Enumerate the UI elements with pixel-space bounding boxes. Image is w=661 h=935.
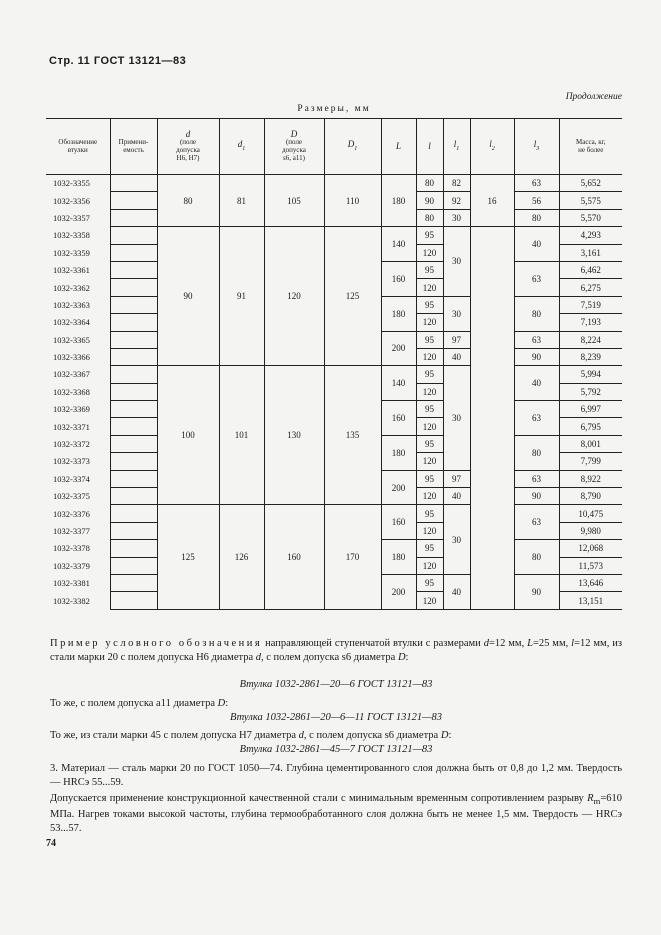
cell-l3: 80 xyxy=(514,435,559,470)
cell-l3: 63 xyxy=(514,261,559,296)
cell-l: 120 xyxy=(416,348,443,365)
column-header: $l_1$ xyxy=(443,118,470,175)
column-header: Примени- емость xyxy=(110,118,157,175)
cell-applicability xyxy=(110,192,157,209)
cell-D: 120 xyxy=(264,227,324,366)
cell-mass: 8,790 xyxy=(559,488,622,505)
example-designation-3: Втулка 1032-2861—45—7 ГОСТ 13121—83 xyxy=(239,744,433,755)
cell-L: 180 xyxy=(381,296,416,331)
cell-applicability xyxy=(110,366,157,383)
cell-l3: 80 xyxy=(514,296,559,331)
column-header: d (поле допуска H6, H7) xyxy=(157,118,219,175)
example-paragraph-2: То же, с полем допуска a11 диаметра D: xyxy=(50,698,229,709)
cell-mass: 10,475 xyxy=(559,505,622,522)
cell-l3: 90 xyxy=(514,348,559,365)
cell-D1: 125 xyxy=(324,227,381,366)
cell-code: 1032-3366 xyxy=(53,352,90,363)
cell-l1: 92 xyxy=(443,192,470,209)
cell-mass: 5,792 xyxy=(559,383,622,400)
dimensions-caption: Размеры, мм xyxy=(297,104,371,114)
cell-l1: 97 xyxy=(443,470,470,487)
cell-d: 125 xyxy=(157,505,219,609)
cell-mass: 4,293 xyxy=(559,227,622,244)
cell-mass: 8,922 xyxy=(559,470,622,487)
cell-applicability xyxy=(110,453,157,470)
cell-mass: 6,997 xyxy=(559,401,622,418)
cell-mass: 9,980 xyxy=(559,522,622,539)
cell-mass: 7,519 xyxy=(559,296,622,313)
cell-D1: 135 xyxy=(324,366,381,505)
cell-d1: 81 xyxy=(219,175,264,227)
cell-l: 95 xyxy=(416,331,443,348)
cell-mass: 6,275 xyxy=(559,279,622,296)
cell-l1: 40 xyxy=(443,348,470,365)
cell-l3: 63 xyxy=(514,401,559,436)
cell-l1: 30 xyxy=(443,505,470,575)
cell-code: 1032-3365 xyxy=(53,334,90,345)
cell-D: 160 xyxy=(264,505,324,609)
cell-l: 95 xyxy=(416,227,443,244)
cell-l2 xyxy=(470,227,514,610)
cell-applicability xyxy=(110,522,157,539)
cell-code: 1032-3382 xyxy=(53,595,90,606)
cell-applicability xyxy=(110,488,157,505)
cell-L: 160 xyxy=(381,401,416,436)
cell-applicability xyxy=(110,227,157,244)
cell-mass: 8,224 xyxy=(559,331,622,348)
cell-l3: 63 xyxy=(514,331,559,348)
cell-applicability xyxy=(110,261,157,278)
cell-applicability xyxy=(110,175,157,192)
cell-l3: 90 xyxy=(514,574,559,609)
cell-l: 90 xyxy=(416,192,443,209)
cell-applicability xyxy=(110,505,157,522)
cell-mass: 13,646 xyxy=(559,574,622,591)
cell-applicability xyxy=(110,314,157,331)
cell-applicability xyxy=(110,540,157,557)
cell-code: 1032-3356 xyxy=(53,195,90,206)
cell-l: 120 xyxy=(416,279,443,296)
cell-applicability xyxy=(110,401,157,418)
cell-l1: 30 xyxy=(443,209,470,226)
cell-applicability xyxy=(110,244,157,261)
cell-code: 1032-3371 xyxy=(53,421,90,432)
material-paragraph: 3. Материал — сталь марки 20 по ГОСТ 1050—74. Глубина цементированного слоя должна быть от 0,8 до 1,2 мм. Твердость — HRCэ 55...59. xyxy=(50,763,622,788)
table-body xyxy=(46,175,622,610)
cell-d1: 91 xyxy=(219,227,264,366)
cell-l3: 40 xyxy=(514,366,559,401)
cell-d: 100 xyxy=(157,366,219,505)
cell-L: 200 xyxy=(381,574,416,609)
cell-l: 120 xyxy=(416,557,443,574)
cell-D: 105 xyxy=(264,175,324,227)
column-header: L xyxy=(381,118,416,175)
example-designation-1: Втулка 1032-2861—20—6 ГОСТ 13121—83 xyxy=(239,679,433,690)
cell-l1: 30 xyxy=(443,366,470,470)
page-header: Стр. 11 ГОСТ 13121—83 xyxy=(49,55,187,67)
continuation-label: Продолжение xyxy=(565,92,622,102)
cell-l3: 80 xyxy=(514,540,559,575)
cell-l: 120 xyxy=(416,453,443,470)
cell-code: 1032-3362 xyxy=(53,282,90,293)
bushing-dimensions-table xyxy=(46,118,622,610)
cell-mass: 5,575 xyxy=(559,192,622,209)
cell-D1: 170 xyxy=(324,505,381,609)
cell-l: 80 xyxy=(416,175,443,192)
cell-mass: 13,151 xyxy=(559,592,622,609)
cell-applicability xyxy=(110,279,157,296)
cell-applicability xyxy=(110,331,157,348)
cell-l: 95 xyxy=(416,470,443,487)
cell-code: 1032-3375 xyxy=(53,491,90,502)
cell-l: 95 xyxy=(416,505,443,522)
cell-code: 1032-3358 xyxy=(53,230,90,241)
cell-code: 1032-3367 xyxy=(53,369,90,380)
cell-L: 180 xyxy=(381,175,416,227)
cell-l3: 40 xyxy=(514,227,559,262)
cell-code: 1032-3379 xyxy=(53,560,90,571)
cell-l: 120 xyxy=(416,418,443,435)
column-header: $l_3$ xyxy=(514,118,559,175)
cell-applicability xyxy=(110,418,157,435)
cell-code: 1032-3372 xyxy=(53,439,90,450)
cell-applicability xyxy=(110,574,157,591)
cell-code: 1032-3357 xyxy=(53,212,90,223)
cell-l: 120 xyxy=(416,592,443,609)
table-row xyxy=(46,175,622,192)
cell-l: 95 xyxy=(416,540,443,557)
cell-l: 80 xyxy=(416,209,443,226)
cell-mass: 6,462 xyxy=(559,261,622,278)
cell-l1: 30 xyxy=(443,227,470,297)
cell-l: 120 xyxy=(416,383,443,400)
cell-mass: 6,795 xyxy=(559,418,622,435)
cell-l: 95 xyxy=(416,574,443,591)
cell-L: 180 xyxy=(381,435,416,470)
cell-applicability xyxy=(110,383,157,400)
cell-l3: 90 xyxy=(514,488,559,505)
cell-l1: 30 xyxy=(443,296,470,331)
cell-l: 95 xyxy=(416,401,443,418)
cell-code: 1032-3364 xyxy=(53,317,90,328)
cell-l2: 16 xyxy=(470,175,514,227)
cell-l3: 80 xyxy=(514,209,559,226)
example-designation-2: Втулка 1032-2861—20—6—11 ГОСТ 13121—83 xyxy=(230,712,442,723)
cell-code: 1032-3376 xyxy=(53,508,90,519)
cell-mass: 7,193 xyxy=(559,314,622,331)
cell-d1: 101 xyxy=(219,366,264,505)
table-header-row xyxy=(46,118,622,175)
cell-d: 80 xyxy=(157,175,219,227)
cell-mass: 7,799 xyxy=(559,453,622,470)
cell-code: 1032-3361 xyxy=(53,265,90,276)
cell-L: 140 xyxy=(381,227,416,262)
cell-code: 1032-3381 xyxy=(53,578,90,589)
example-paragraph-1: Пример условного обозначения направляющей ступенчатой втулки с размерами d=12 мм, L=25 мм, l=12 мм, из стали марки 20 с полем допуска H6 диаметра d, с полем допуска s6 диаметра D: xyxy=(50,638,622,663)
cell-l3: 63 xyxy=(514,470,559,487)
cell-mass: 5,652 xyxy=(559,175,622,192)
cell-applicability xyxy=(110,435,157,452)
cell-applicability xyxy=(110,557,157,574)
cell-mass: 8,001 xyxy=(559,435,622,452)
cell-L: 160 xyxy=(381,261,416,296)
cell-applicability xyxy=(110,470,157,487)
column-header: D (поле допуска s6, a11) xyxy=(264,118,324,175)
page-number: 74 xyxy=(46,838,56,849)
cell-l1: 97 xyxy=(443,331,470,348)
cell-L: 180 xyxy=(381,540,416,575)
cell-mass: 11,573 xyxy=(559,557,622,574)
cell-applicability xyxy=(110,296,157,313)
cell-code: 1032-3377 xyxy=(53,526,90,536)
cell-code: 1032-3374 xyxy=(53,473,90,484)
cell-l: 120 xyxy=(416,488,443,505)
cell-code: 1032-3369 xyxy=(53,404,90,415)
cell-D1: 110 xyxy=(324,175,381,227)
cell-l1: 82 xyxy=(443,175,470,192)
column-header: Масса, кг, не более xyxy=(559,118,622,175)
cell-L: 140 xyxy=(381,366,416,401)
cell-code: 1032-3378 xyxy=(53,543,90,554)
cell-l: 120 xyxy=(416,522,443,539)
cell-l: 120 xyxy=(416,244,443,261)
cell-mass: 8,239 xyxy=(559,348,622,365)
cell-mass: 12,068 xyxy=(559,540,622,557)
cell-d: 90 xyxy=(157,227,219,366)
cell-L: 200 xyxy=(381,470,416,505)
cell-l3: 63 xyxy=(514,175,559,192)
cell-mass: 5,570 xyxy=(559,209,622,226)
table-row xyxy=(46,227,622,244)
column-header: Обозначение втулки xyxy=(46,118,110,175)
cell-code: 1032-3359 xyxy=(53,247,90,258)
cell-l: 95 xyxy=(416,435,443,452)
cell-code: 1032-3373 xyxy=(53,456,90,467)
cell-l: 120 xyxy=(416,314,443,331)
cell-code: 1032-3363 xyxy=(53,299,90,310)
cell-applicability xyxy=(110,209,157,226)
cell-l3: 63 xyxy=(514,505,559,540)
cell-l: 95 xyxy=(416,296,443,313)
column-header: $D_1$ xyxy=(324,118,381,175)
cell-mass: 3,161 xyxy=(559,244,622,261)
cell-l3: 56 xyxy=(514,192,559,209)
alternative-steel-paragraph: Допускается применение конструкционной качественной стали с минимальным временным сопротивлением разрыву $R_m=610$ МПа. Нагрев токами высокой частоты, глубина термообработанного слоя должна быть не менее 1,5 мм. Твердость — HRCэ 53...57. xyxy=(50,793,622,835)
column-header: l xyxy=(416,118,443,175)
cell-L: 200 xyxy=(381,331,416,366)
cell-mass: 5,994 xyxy=(559,366,622,383)
cell-code: 1032-3368 xyxy=(53,386,90,397)
cell-l: 95 xyxy=(416,366,443,383)
cell-l1: 40 xyxy=(443,488,470,505)
cell-code: 1032-3355 xyxy=(53,178,90,189)
column-header: $d_1$ xyxy=(219,118,264,175)
cell-l: 95 xyxy=(416,261,443,278)
cell-applicability xyxy=(110,592,157,609)
cell-l1: 40 xyxy=(443,574,470,609)
cell-L: 160 xyxy=(381,505,416,540)
cell-d1: 126 xyxy=(219,505,264,609)
table-row xyxy=(46,505,622,522)
column-header: $l_2$ xyxy=(470,118,514,175)
cell-applicability xyxy=(110,348,157,365)
cell-D: 130 xyxy=(264,366,324,505)
table-row xyxy=(46,366,622,383)
example-paragraph-3: То же, из стали марки 45 с полем допуска H7 диаметра d, с полем допуска s6 диаметра D: xyxy=(50,730,452,741)
